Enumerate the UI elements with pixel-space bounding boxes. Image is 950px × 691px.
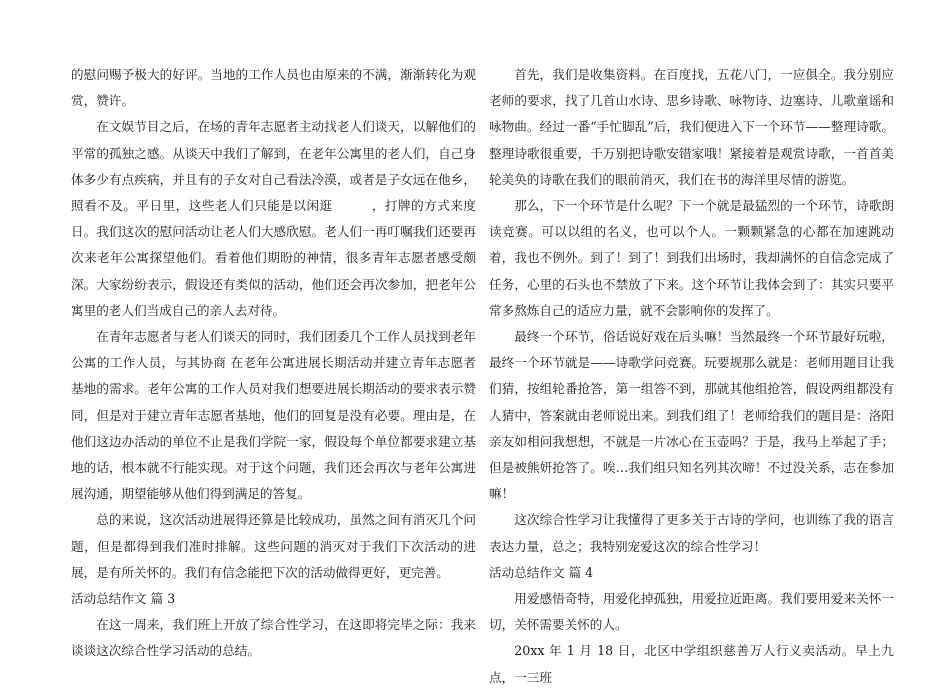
right-paragraph-5: 用爱感悟奇特，用爱化掉孤独，用爱拉近距离。我们要用爱来关怀一切，关怀需要关怀的人。 [489,591,894,633]
left-paragraph-2: 在文娱节目之后，在场的青年志愿者主动找老人们谈天，以解他们的平常的孤独之感。从谈天中我们了解到，在老年公寓里的老人们，自己身体多少有点疾病，并且有的子女对自己看法冷漠，或者是子女远在他乡，照看不及。平日里，这些老人们只能是以闲逛 ，打牌的方式来度日。我们这次的慰问活动让老人们大感欣慰。老人们一再叮嘱我们还要再次来老年公寓探望他们。看着他们期盼的神情，很多青年志愿者感受颇深。大家纷纷表示，假设还有类似的活动，他们还会再次参加，把老年公寓里的老人们当成自己的亲人去对待。 [71,119,476,318]
left-paragraph-3: 在青年志愿者与老人们谈天的同时，我们团委几个工作人员找到老年公寓的工作人员，与其协商 在老年公寓进展长期活动并建立青年志愿者基地的需求。老年公寓的工作人员对我们想要进展长期活动的要求表示赞同，但是对于建立青年志愿者基地，他们的回复是没有必要。理由是，在他们这边办活动的单位不止是我们学院一家，假设每个单位都要求建立基地的话，根本就不行能实现。对于这个问题，我们还会再次与老年公寓进展沟通，期望能够从他们得到满足的答复。 [71,329,476,502]
right-paragraph-4: 这次综合性学习让我懂得了更多关于古诗的学问，也训练了我的语言表达力量，总之；我特别宠爱这次的综合性学习！ [489,512,894,554]
left-paragraph-4: 总的来说，这次活动进展得还算是比较成功，虽然之间有消灭几个问题，但是都得到我们准时排解。这些问题的消灭对于我们下次活动的进展，是有所关怀的。我们有信念能把下次的活动做得更好，更完善。 [71,512,476,580]
right-paragraph-3: 最终一个环节，俗话说好戏在后头嘛！当然最终一个环节最好玩啦，最终一个环节就是——诗歌学问竞赛。玩要规那么就是：老师用题目让我们猜，按组轮番抢答，第一组答不到，那就其他组抢答，假设两组都没有人猜中，答案就由老师说出来。到我们组了！老师给我们的题目是：洛阳亲友如相问我想想，不就是一片冰心在玉壶吗？于是，我马上举起了手；但是被熊妍抢答了。唉…我们组只知名列其次啼！不过没关系，志在参加嘛！ [489,329,894,502]
right-paragraph-2: 那么，下一个环节是什么呢？下一个就是最猛烈的一个环节，诗歌朗读竞赛。可以以组的名义，也可以个人。一颗颗紧急的心都在加速跳动着，我也不例外。到了！到了！到我们出场时，我却满怀的自信念完成了任务，心里的石头也不禁放了下来。这个环节让我体会到了：其实只要平常多熬炼自己的适应力量，就不会影响你的发挥了。 [489,198,894,318]
left-paragraph-1: 的慰问赐予极大的好评。当地的工作人员也由原来的不满，渐渐转化为观赏，赞许。 [71,67,476,109]
left-paragraph-5: 在这一周来，我们班上开放了综合性学习，在这即将完毕之际：我来谈谈这次综合性学习活动的总结。 [71,617,476,659]
right-paragraph-1: 首先，我们是收集资料。在百度找，五花八门，一应俱全。我分别应老师的要求，找了几首山水诗、思乡诗歌、咏物诗、边塞诗、儿歌童谣和咏物曲。经过一番“手忙脚乱”后，我们便进入下一个环节——整理诗歌。整理诗歌很重要，千万别把诗歌安错家哦！紧接着是观赏诗歌，一首首美轮美奂的诗歌在我们的眼前消灭，我们在书的海洋里尽情的游览。 [489,67,894,187]
right-column [489,62,894,691]
section-heading-3: 活动总结作文 篇 3 [71,591,176,607]
left-column [71,62,476,665]
section-heading-4: 活动总结作文 篇 4 [489,564,594,580]
right-paragraph-6: 20xx 年 1 月 18 日，北区中学组织慈善万人行义卖活动。早上九点，一三班 [489,643,894,685]
